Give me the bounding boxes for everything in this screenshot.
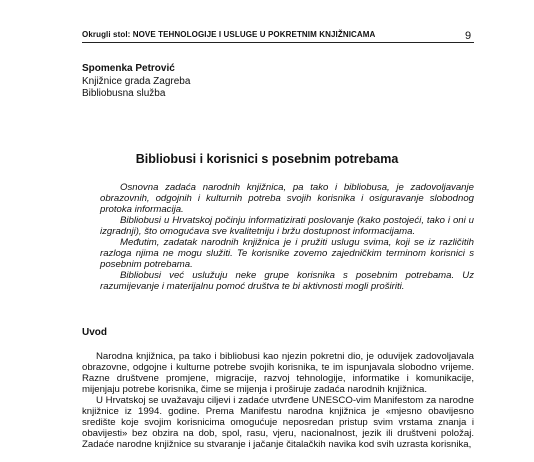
abstract-paragraph: Bibliobusi u Hrvatskoj počinju informatizirati poslovanje (kako postojeći, tako i oni u izgradnji), što omogućava sve kvalitetniju i bržu dostupnost informacijama. xyxy=(100,215,474,237)
section-heading: Uvod xyxy=(82,327,107,338)
author-name: Spomenka Petrović xyxy=(82,63,175,74)
abstract-paragraph: Međutim, zadatak narodnih knjižnica je i pružiti uslugu svima, koji se iz različitih razloga njima ne mogu služiti. Te korisnike zovemo zajedničkim terminom korisnici s posebnim potrebama. xyxy=(100,237,474,270)
body-paragraph: Narodna knjižnica, pa tako i bibliobusi kao njezin pokretni dio, je oduvijek zadovoljavala obrazovne, odgojne i kulturne potrebe svojih korisnika, te im ispunjavala slobodno vrijeme. Razne društvene promjene, migracije, razvoj tehnologije, informatike i komunikacije, mijenjaju potrebe korisnika, čime se mijenja i proširuje zadaća narodnih knjižnica. xyxy=(82,351,474,395)
abstract xyxy=(100,182,474,292)
author-block xyxy=(82,63,190,101)
abstract-paragraph: Bibliobusi već uslužuju neke grupe korisnika s posebnim potrebama. Uz razumijevanje i materijalnu pomoć društva te bi aktivnosti mogli proširiti. xyxy=(100,270,474,292)
running-header-title: Okrugli stol: NOVE TEHNOLOGIJE I USLUGE U POKRETNIM KNJIŽNICAMA xyxy=(82,30,376,39)
running-header xyxy=(82,30,474,43)
paper-title: Bibliobusi i korisnici s posebnim potrebama xyxy=(135,152,399,166)
body-text xyxy=(82,351,474,450)
author-department: Bibliobusna služba xyxy=(82,88,166,99)
abstract-paragraph: Osnovna zadaća narodnih knjižnica, pa tako i bibliobusa, je zadovoljavanje obrazovnih, odgojnih i kulturnih potreba svojih korisnika i osiguravanje slobodnog protoka informacija. xyxy=(100,182,474,215)
page-number: 9 xyxy=(465,30,472,42)
body-paragraph: U Hrvatskoj se uvažavaju ciljevi i zadaće utvrđene UNESCO-vim Manifestom za narodne knjižnice iz 1994. godine. Prema Manifestu narodna knjižnica je «mjesno obavijesno središte koje svojim korisnicima omogućuje neposredan pristup svim vrstama znanja i obavijesti» bez obzira na dob, spol, rasu, vjeru, nacionalnost, jezik ili društveni položaj. Zadaće narodne knjižnice su stvaranje i jačanje čitalačkih navika kod svih uzrasta korisnika, xyxy=(82,395,474,450)
author-affiliation: Knjižnice grada Zagreba xyxy=(82,75,191,87)
